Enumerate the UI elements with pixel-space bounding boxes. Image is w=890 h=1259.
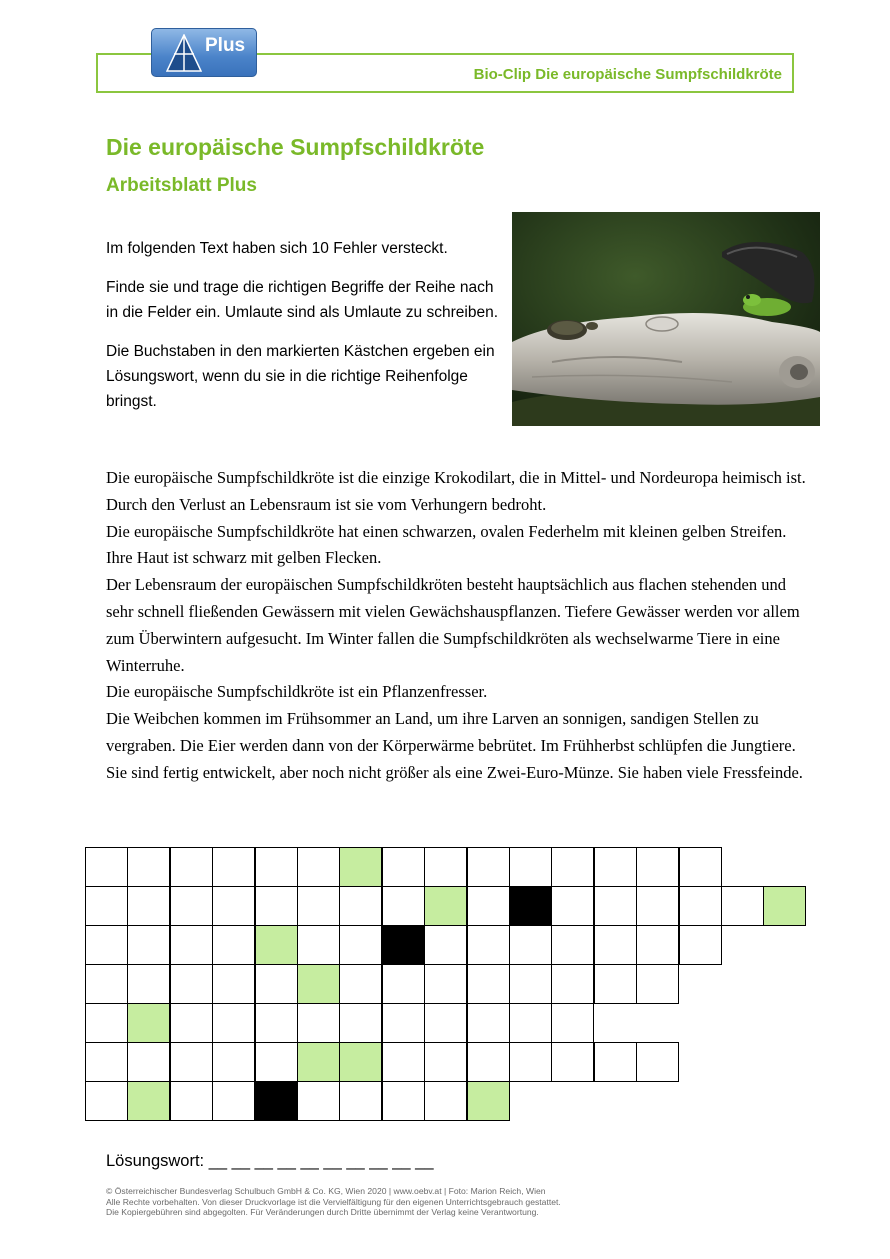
blocked-cell: [255, 1081, 298, 1121]
answer-cell[interactable]: [212, 847, 255, 887]
solution-letter-cell[interactable]: [339, 847, 382, 887]
answer-cell[interactable]: [636, 964, 679, 1004]
answer-cell[interactable]: [636, 925, 679, 965]
answer-cell[interactable]: [382, 886, 425, 926]
answer-cell[interactable]: [297, 1081, 340, 1121]
answer-cell[interactable]: [255, 964, 298, 1004]
story-paragraph: Die europäische Sumpfschildkröte ist ein Pflanzenfresser.: [106, 682, 488, 702]
answer-cell[interactable]: [85, 1003, 128, 1043]
answer-cell[interactable]: [424, 1003, 467, 1043]
instructions: [106, 236, 506, 428]
answer-cell[interactable]: [255, 886, 298, 926]
answer-cell[interactable]: [382, 1003, 425, 1043]
answer-cell[interactable]: [551, 1042, 594, 1082]
answer-cell[interactable]: [636, 847, 679, 887]
answer-cell[interactable]: [127, 886, 170, 926]
answer-cell[interactable]: [594, 925, 637, 965]
answer-cell[interactable]: [467, 886, 510, 926]
answer-cell[interactable]: [297, 1003, 340, 1043]
instruction-paragraph: Im folgenden Text haben sich 10 Fehler versteckt.: [106, 240, 448, 257]
answer-cell[interactable]: [594, 964, 637, 1004]
answer-cell[interactable]: [170, 1042, 213, 1082]
answer-cell[interactable]: [212, 964, 255, 1004]
answer-cell[interactable]: [170, 964, 213, 1004]
answer-cell[interactable]: [424, 1042, 467, 1082]
answer-cell[interactable]: [636, 886, 679, 926]
answer-cell[interactable]: [255, 847, 298, 887]
answer-cell[interactable]: [339, 886, 382, 926]
footer-line: © Österreichischer Bundesverlag Schulbuch GmbH & Co. KG, Wien 2020 | www.oebv.at | Foto: Marion Reich, Wien: [106, 1186, 546, 1196]
answer-cell[interactable]: [255, 1042, 298, 1082]
answer-cell[interactable]: [339, 964, 382, 1004]
solution-letter-cell[interactable]: [424, 886, 467, 926]
answer-cell[interactable]: [382, 847, 425, 887]
answer-cell[interactable]: [127, 925, 170, 965]
answer-cell[interactable]: [339, 1081, 382, 1121]
publisher-logo: [151, 28, 257, 77]
answer-cell[interactable]: [467, 1003, 510, 1043]
answer-cell[interactable]: [551, 964, 594, 1004]
solution-letter-cell[interactable]: [339, 1042, 382, 1082]
answer-cell[interactable]: [594, 847, 637, 887]
solution-letter-cell[interactable]: [297, 1042, 340, 1082]
answer-cell[interactable]: [212, 925, 255, 965]
story-paragraph: Die europäische Sumpfschildkröte ist die einzige Krokodilart, die in Mittel- und Nordeuropa heimisch ist. Durch den Verlust an Lebensraum ist sie vom Verhungern bedroht.: [106, 468, 806, 514]
story-text: [106, 465, 806, 787]
solution-letter-cell[interactable]: [467, 1081, 510, 1121]
answer-cell[interactable]: [679, 925, 722, 965]
answer-cell[interactable]: [721, 886, 764, 926]
solution-label: Lösungswort:: [106, 1152, 205, 1170]
answer-cell[interactable]: [509, 1003, 552, 1043]
answer-cell[interactable]: [551, 1003, 594, 1043]
answer-cell[interactable]: [467, 1042, 510, 1082]
copyright-footer: [106, 1186, 561, 1218]
answer-cell[interactable]: [127, 964, 170, 1004]
answer-cell[interactable]: [212, 1081, 255, 1121]
answer-cell[interactable]: [509, 847, 552, 887]
answer-cell[interactable]: [594, 1042, 637, 1082]
answer-cell[interactable]: [170, 847, 213, 887]
answer-cell[interactable]: [85, 925, 128, 965]
answer-cell[interactable]: [509, 964, 552, 1004]
answer-cell[interactable]: [467, 847, 510, 887]
answer-cell[interactable]: [382, 1042, 425, 1082]
answer-cell[interactable]: [212, 886, 255, 926]
answer-cell[interactable]: [85, 964, 128, 1004]
solution-blanks: __ __ __ __ __ __ __ __ __ __: [208, 1152, 434, 1170]
answer-cell[interactable]: [339, 925, 382, 965]
instruction-paragraph: Finde sie und trage die richtigen Begriffe der Reihe nach in die Felder ein. Umlaute sind als Umlaute zu schreiben.: [106, 279, 498, 321]
solution-letter-cell[interactable]: [127, 1003, 170, 1043]
answer-cell[interactable]: [127, 1042, 170, 1082]
triangle-logo-icon: [166, 34, 202, 72]
story-paragraph: Die Weibchen kommen im Frühsommer an Land, um ihre Larven an sonnigen, sandigen Stellen zu vergraben. Die Eier werden dann von der Körperwärme bebrütet. Im Frühherbst schlüpfen die Jungtiere. Sie sind fertig entwickelt, aber noch nicht größer als eine Zwei-Euro-Münze. Sie haben viele Fressfeinde.: [106, 709, 803, 782]
answer-cell[interactable]: [636, 1042, 679, 1082]
answer-cell[interactable]: [382, 964, 425, 1004]
answer-cell[interactable]: [467, 964, 510, 1004]
solution-letter-cell[interactable]: [255, 925, 298, 965]
header-title: Bio-Clip Die europäische Sumpfschildkröte: [473, 66, 782, 83]
answer-cell[interactable]: [679, 847, 722, 887]
answer-cell[interactable]: [170, 925, 213, 965]
footer-line: Alle Rechte vorbehalten. Von dieser Druckvorlage ist die Vervielfältigung für den eigenen Unterrichtsgebrauch gestattet.: [106, 1196, 561, 1207]
answer-cell[interactable]: [85, 1081, 128, 1121]
answer-cell[interactable]: [551, 847, 594, 887]
answer-cell[interactable]: [85, 886, 128, 926]
answer-cell[interactable]: [297, 886, 340, 926]
footer-line: Die Kopiergebühren sind abgegolten. Für Veränderungen durch Dritte übernimmt der Verlag keine Verantwortung.: [106, 1207, 539, 1218]
answer-cell[interactable]: [297, 925, 340, 965]
blocked-cell: [382, 925, 425, 965]
answer-cell[interactable]: [424, 847, 467, 887]
story-paragraph: Der Lebensraum der europäischen Sumpfschildkröten besteht hauptsächlich aus flachen stehenden und sehr schnell fließenden Gewässern mit vielen Gewächshauspflanzen. Tiefere Gewässer werden vor allem zum Überwintern aufgesucht. Im Winter fallen die Sumpfschildkröten als wechselwarme Tiere in eine Winterruhe.: [106, 575, 800, 675]
instruction-paragraph: Die Buchstaben in den markierten Kästchen ergeben ein Lösungswort, wenn du sie in die richtige Reihenfolge bringst.: [106, 343, 495, 410]
solution-letter-cell[interactable]: [297, 964, 340, 1004]
answer-cell[interactable]: [594, 886, 637, 926]
answer-cell[interactable]: [551, 925, 594, 965]
answer-cell[interactable]: [170, 1003, 213, 1043]
answer-cell[interactable]: [509, 925, 552, 965]
answer-cell[interactable]: [85, 847, 128, 887]
answer-cell[interactable]: [424, 925, 467, 965]
answer-cell[interactable]: [170, 886, 213, 926]
page-title: Die europäische Sumpfschildkröte: [106, 134, 485, 160]
answer-cell[interactable]: [339, 1003, 382, 1043]
solution-letter-cell[interactable]: [763, 886, 806, 926]
answer-cell[interactable]: [212, 1003, 255, 1043]
blocked-cell: [509, 886, 552, 926]
answer-cell[interactable]: [85, 1042, 128, 1082]
turtle-frog-photo: [512, 212, 820, 426]
answer-cell[interactable]: [424, 1081, 467, 1121]
answer-cell[interactable]: [467, 925, 510, 965]
answer-cell[interactable]: [509, 1042, 552, 1082]
story-paragraph: Die europäische Sumpfschildkröte hat einen schwarzen, ovalen Federhelm mit kleinen gelben Streifen. Ihre Haut ist schwarz mit gelben Flecken.: [106, 521, 787, 568]
answer-cell[interactable]: [297, 847, 340, 887]
answer-cell[interactable]: [382, 1081, 425, 1121]
logo-text: Plus: [205, 35, 246, 56]
answer-cell[interactable]: [127, 847, 170, 887]
solution-letter-cell[interactable]: [127, 1081, 170, 1121]
page-subtitle: Arbeitsblatt Plus: [106, 175, 257, 196]
answer-cell[interactable]: [212, 1042, 255, 1082]
answer-cell[interactable]: [255, 1003, 298, 1043]
answer-cell[interactable]: [170, 1081, 213, 1121]
answer-cell[interactable]: [424, 964, 467, 1004]
answer-cell[interactable]: [679, 886, 722, 926]
answer-cell[interactable]: [551, 886, 594, 926]
solution-line: [106, 1152, 434, 1171]
